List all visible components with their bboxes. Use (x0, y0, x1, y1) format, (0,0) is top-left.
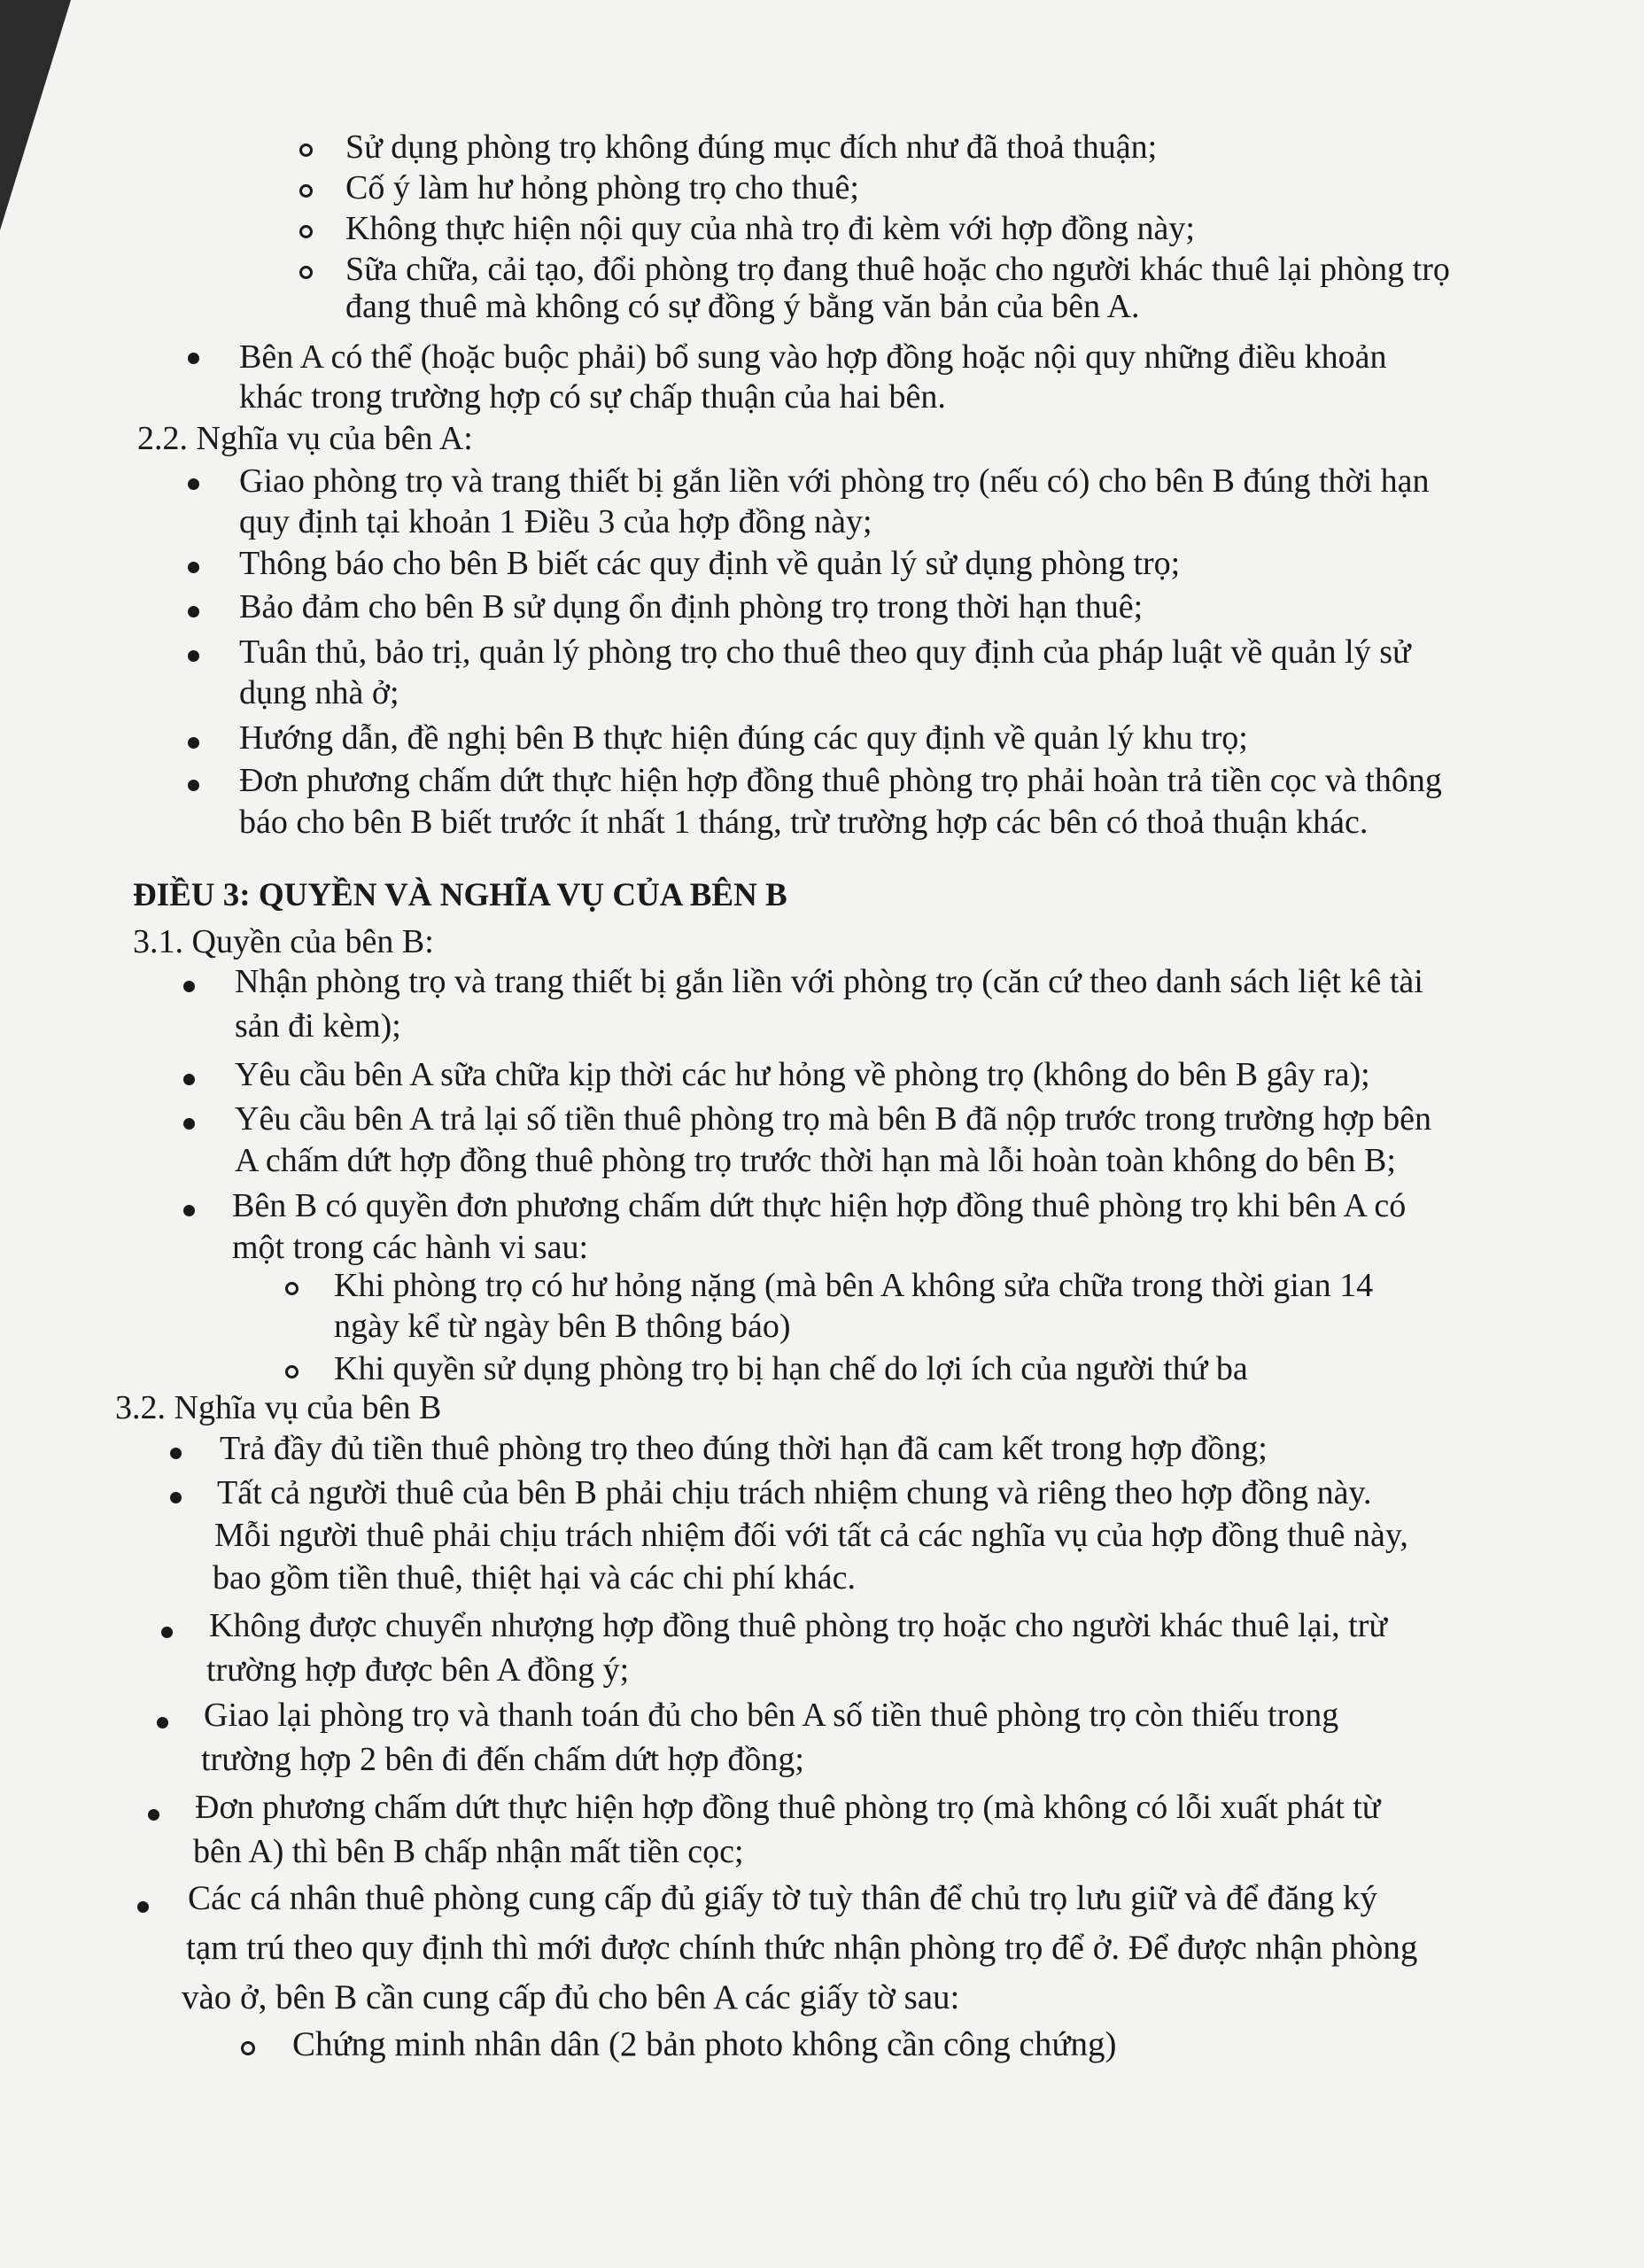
bullet-dot-icon (188, 737, 199, 749)
bullet-item: Bên A có thể (hoặc buộc phải) bổ sung vào hợp đồng hoặc nội quy những điều khoản (239, 338, 1387, 376)
section-title-3-1: 3.1. Quyền của bên B: (133, 923, 434, 960)
sub-item: Không thực hiện nội quy của nhà trọ đi kèm với hợp đồng này; (345, 210, 1195, 247)
sub-item: Cố ý làm hư hỏng phòng trọ cho thuê; (345, 169, 859, 206)
bullet-dot-icon (137, 1901, 149, 1913)
bullet-dot-icon (157, 1717, 168, 1728)
bullet-dot-icon (188, 353, 199, 364)
bullet-item: Đơn phương chấm dứt thực hiện hợp đồng thuê phòng trọ phải hoàn trả tiền cọc và thông (239, 762, 1442, 799)
bullet-dot-icon (188, 650, 199, 662)
bullet-dot-icon (170, 1448, 182, 1459)
bullet-item-cont: dụng nhà ở; (239, 674, 399, 711)
bullet-item: Bảo đảm cho bên B sử dụng ổn định phòng trọ trong thời hạn thuê; (239, 588, 1144, 625)
bullet-item: Nhận phòng trọ và trang thiết bị gắn liền với phòng trọ (căn cứ theo danh sách liệt kê tài (235, 963, 1423, 1000)
bullet-item: Yêu cầu bên A sữa chữa kịp thời các hư hỏng về phòng trọ (không do bên B gây ra); (235, 1056, 1370, 1093)
bullet-item: Bên B có quyền đơn phương chấm dứt thực hiện hợp đồng thuê phòng trọ khi bên A có (232, 1187, 1407, 1224)
bullet-item-cont: bao gồm tiền thuê, thiệt hại và các chi phí khác. (213, 1559, 856, 1596)
bullet-item: Giao phòng trọ và trang thiết bị gắn liền với phòng trọ (nếu có) cho bên B đúng thời hạn (239, 462, 1430, 500)
circle-bullet-icon (241, 2041, 255, 2055)
background-corner (0, 0, 71, 230)
bullet-dot-icon (183, 1118, 195, 1130)
bullet-item: Trả đầy đủ tiền thuê phòng trọ theo đúng thời hạn đã cam kết trong hợp đồng; (220, 1430, 1268, 1467)
bullet-item: Hướng dẫn, đề nghị bên B thực hiện đúng các quy định về quản lý khu trọ; (239, 719, 1248, 757)
bullet-dot-icon (188, 606, 199, 617)
section-title-2-2: 2.2. Nghĩa vụ của bên A: (137, 420, 473, 457)
bullet-item-cont: báo cho bên B biết trước ít nhất 1 tháng, trừ trường hợp các bên có thoả thuận khác. (239, 804, 1369, 841)
bullet-item: Không được chuyển nhượng hợp đồng thuê phòng trọ hoặc cho người khác thuê lại, trừ (209, 1607, 1387, 1644)
bullet-item-cont: Mỗi người thuê phải chịu trách nhiệm đối với tất cả các nghĩa vụ của hợp đồng thuê này, (214, 1517, 1408, 1554)
bullet-item-cont: A chấm dứt hợp đồng thuê phòng trọ trước thời hạn mà lỗi hoàn toàn không do bên B; (235, 1142, 1396, 1179)
sub-item: Chứng minh nhân dân (2 bản photo không cần công chứng) (292, 2025, 1117, 2063)
bullet-item: Yêu cầu bên A trả lại số tiền thuê phòng trọ mà bên B đã nộp trước trong trường hợp bên (235, 1100, 1431, 1138)
circle-bullet-icon (299, 266, 313, 279)
bullet-item: Giao lại phòng trọ và thanh toán đủ cho bên A số tiền thuê phòng trọ còn thiếu trong (204, 1697, 1339, 1734)
circle-bullet-icon (285, 1365, 299, 1379)
bullet-item-cont: trường hợp 2 bên đi đến chấm dứt hợp đồng; (201, 1741, 804, 1778)
bullet-dot-icon (183, 1074, 195, 1085)
bullet-dot-icon (148, 1809, 159, 1821)
bullet-dot-icon (183, 981, 195, 992)
bullet-item-cont: tạm trú theo quy định thì mới được chính thức nhận phòng trọ để ở. Để được nhận phòng (186, 1929, 1418, 1967)
bullet-dot-icon (188, 562, 199, 573)
bullet-dot-icon (170, 1492, 182, 1503)
sub-item: Sữa chữa, cải tạo, đổi phòng trọ đang thuê hoặc cho người khác thuê lại phòng trọ (345, 251, 1450, 288)
article-3-heading: ĐIỀU 3: QUYỀN VÀ NGHĨA VỤ CỦA BÊN B (133, 877, 787, 913)
bullet-item: Tất cả người thuê của bên B phải chịu trách nhiệm chung và riêng theo hợp đồng này. (217, 1474, 1372, 1511)
section-title-3-2: 3.2. Nghĩa vụ của bên B (115, 1389, 442, 1426)
bullet-dot-icon (188, 780, 199, 791)
circle-bullet-icon (285, 1282, 299, 1295)
bullet-item: Tuân thủ, bảo trị, quản lý phòng trọ cho thuê theo quy định của pháp luật về quản lý sử (239, 633, 1411, 671)
bullet-item-cont: vào ở, bên B cần cung cấp đủ cho bên A các giấy tờ sau: (182, 1978, 960, 2016)
bullet-item-cont: trường hợp được bên A đồng ý; (206, 1651, 630, 1689)
bullet-dot-icon (161, 1627, 173, 1638)
circle-bullet-icon (299, 184, 313, 198)
bullet-item: Các cá nhân thuê phòng cung cấp đủ giấy tờ tuỳ thân để chủ trọ lưu giữ và để đăng ký (188, 1879, 1378, 1917)
bullet-item-cont: khác trong trường hợp có sự chấp thuận của hai bên. (239, 378, 946, 416)
sub-item: Khi quyền sử dụng phòng trọ bị hạn chế do lợi ích của người thứ ba (334, 1350, 1248, 1387)
bullet-item-cont: quy định tại khoản 1 Điều 3 của hợp đồng này; (239, 503, 872, 540)
sub-item: Sử dụng phòng trọ không đúng mục đích như đã thoả thuận; (345, 128, 1158, 166)
sub-item-cont: đang thuê mà không có sự đồng ý bằng văn bản của bên A. (345, 288, 1140, 325)
circle-bullet-icon (299, 144, 313, 157)
circle-bullet-icon (299, 225, 313, 238)
bullet-item-cont: sản đi kèm); (235, 1007, 401, 1045)
bullet-item: Đơn phương chấm dứt thực hiện hợp đồng thuê phòng trọ (mà không có lỗi xuất phát từ (195, 1789, 1381, 1826)
bullet-item-cont: một trong các hành vi sau: (232, 1229, 589, 1266)
bullet-item: Thông báo cho bên B biết các quy định về quản lý sử dụng phòng trọ; (239, 545, 1181, 582)
bullet-dot-icon (183, 1205, 195, 1216)
bullet-dot-icon (188, 478, 199, 490)
bullet-item-cont: bên A) thì bên B chấp nhận mất tiền cọc; (193, 1833, 744, 1870)
sub-item-cont: ngày kể từ ngày bên B thông báo) (334, 1308, 791, 1345)
sub-item: Khi phòng trọ có hư hỏng nặng (mà bên A không sửa chữa trong thời gian 14 (334, 1267, 1374, 1304)
